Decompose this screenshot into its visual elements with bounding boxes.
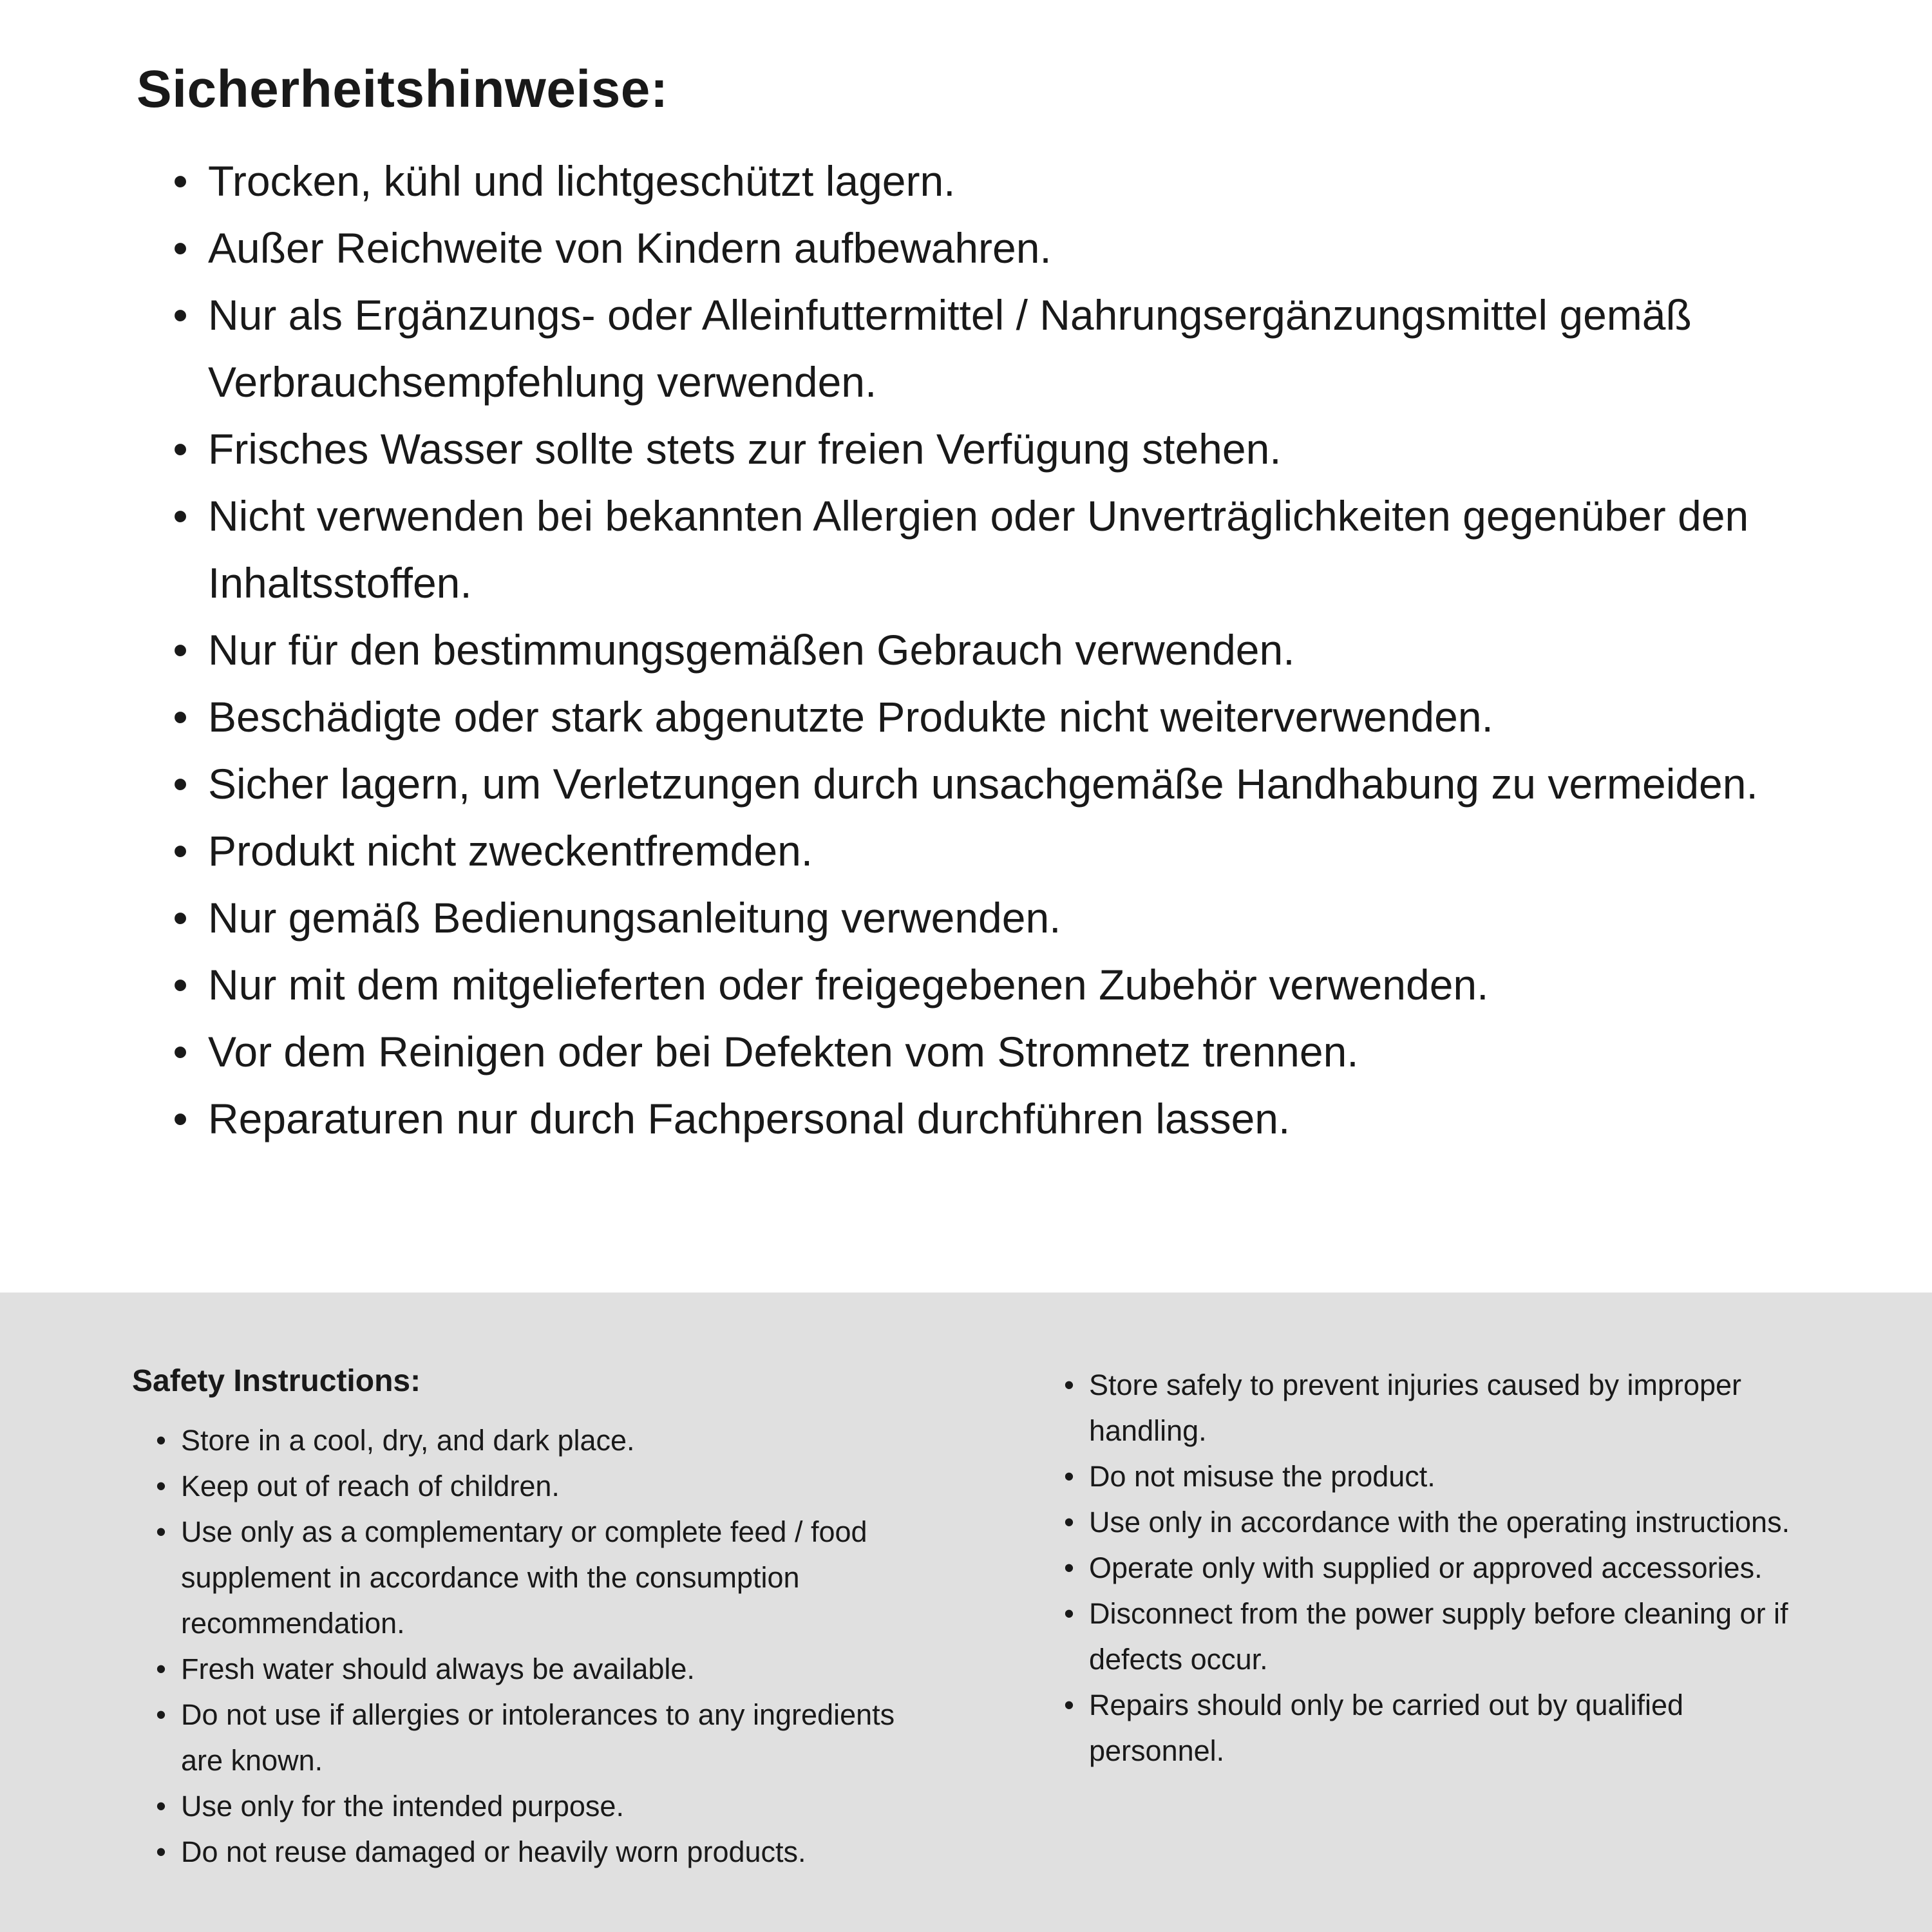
bullet-icon: • (1064, 1689, 1074, 1721)
list-item (172, 214, 1792, 281)
list-item-text: Use only as a complementary or complete feed / food supplement in accordance with the consumption recommendation. (181, 1515, 867, 1640)
list-item (1063, 1545, 1803, 1591)
list-item (172, 884, 1792, 951)
list-item (1063, 1682, 1803, 1774)
bullet-icon: • (173, 491, 188, 540)
bullet-icon: • (173, 1094, 188, 1142)
bullet-icon: • (173, 826, 188, 875)
bullet-icon: • (173, 424, 188, 473)
german-bullet-list (137, 147, 1792, 1152)
list-item-text: Nur gemäß Bedienungsanleitung verwenden. (208, 893, 1061, 942)
list-item (1063, 1454, 1803, 1499)
list-item-text: Use only in accordance with the operating instructions. (1089, 1506, 1790, 1539)
list-item-text: Nicht verwenden bei bekannten Allergien oder Unverträglichkeiten gegenüber den Inhaltsstoffen. (208, 491, 1749, 607)
english-heading: Safety Instructions: (132, 1364, 421, 1398)
bullet-icon: • (156, 1698, 166, 1731)
list-item-text: Repairs should only be carried out by qualified personnel. (1089, 1689, 1684, 1767)
bullet-icon: • (1064, 1368, 1074, 1401)
list-item (172, 415, 1792, 482)
bullet-icon: • (173, 893, 188, 942)
list-item (172, 281, 1792, 415)
list-item-text: Frisches Wasser sollte stets zur freien Verfügung stehen. (208, 424, 1282, 473)
list-item-text: Fresh water should always be available. (181, 1653, 695, 1685)
bullet-icon: • (173, 223, 188, 272)
list-item (1063, 1362, 1803, 1454)
german-heading: Sicherheitshinweise: (137, 60, 668, 118)
list-item-text: Store in a cool, dry, and dark place. (181, 1424, 635, 1457)
list-item (172, 147, 1792, 214)
list-item-text: Do not use if allergies or intolerances to any ingredients are known. (181, 1698, 895, 1777)
english-left-column (132, 1362, 943, 1932)
list-item-text: Nur für den bestimmungsgemäßen Gebrauch verwenden. (208, 625, 1295, 674)
list-item (155, 1692, 943, 1783)
list-item-text: Do not misuse the product. (1089, 1460, 1435, 1493)
english-left-bullet-list (132, 1417, 943, 1875)
list-item (1063, 1591, 1803, 1682)
list-item-text: Nur als Ergänzungs- oder Alleinfuttermittel / Nahrungsergänzungsmittel gemäß Verbrauchsempfehlung verwenden. (208, 290, 1692, 406)
bullet-icon: • (173, 625, 188, 674)
bullet-icon: • (1064, 1597, 1074, 1630)
list-item (155, 1783, 943, 1829)
list-item (172, 817, 1792, 884)
bullet-icon: • (1064, 1551, 1074, 1584)
bullet-icon: • (1064, 1460, 1074, 1493)
bullet-icon: • (156, 1653, 166, 1685)
bullet-icon: • (173, 1027, 188, 1075)
list-item (172, 482, 1792, 616)
list-item-text: Produkt nicht zweckentfremden. (208, 826, 813, 875)
list-item (155, 1509, 943, 1646)
bullet-icon: • (173, 290, 188, 339)
list-item-text: Disconnect from the power supply before cleaning or if defects occur. (1089, 1597, 1788, 1676)
list-item (172, 750, 1792, 817)
list-item-text: Sicher lagern, um Verletzungen durch unsachgemäße Handhabung zu vermeiden. (208, 759, 1758, 808)
list-item (155, 1646, 943, 1692)
list-item (155, 1417, 943, 1463)
english-safety-section (0, 1293, 1932, 1932)
bullet-icon: • (156, 1515, 166, 1548)
bullet-icon: • (173, 156, 188, 205)
list-item-text: Use only for the intended purpose. (181, 1790, 624, 1823)
list-item (1063, 1499, 1803, 1545)
list-item (172, 1085, 1792, 1152)
list-item-text: Keep out of reach of children. (181, 1470, 560, 1502)
english-right-column (1040, 1362, 1803, 1932)
list-item (172, 683, 1792, 750)
list-item (155, 1829, 943, 1875)
bullet-icon: • (156, 1790, 166, 1823)
list-item-text: Trocken, kühl und lichtgeschützt lagern. (208, 156, 956, 205)
list-item (172, 951, 1792, 1018)
list-item-text: Do not reuse damaged or heavily worn products. (181, 1835, 806, 1868)
bullet-icon: • (156, 1470, 166, 1502)
bullet-icon: • (173, 960, 188, 1009)
list-item-text: Store safely to prevent injuries caused by improper handling. (1089, 1368, 1742, 1447)
list-item (172, 616, 1792, 683)
bullet-icon: • (1064, 1506, 1074, 1539)
bullet-icon: • (173, 692, 188, 741)
list-item-text: Außer Reichweite von Kindern aufbewahren. (208, 223, 1052, 272)
list-item-text: Nur mit dem mitgelieferten oder freigegebenen Zubehör verwenden. (208, 960, 1489, 1009)
english-right-bullet-list (1040, 1362, 1803, 1774)
list-item-text: Vor dem Reinigen oder bei Defekten vom Stromnetz trennen. (208, 1027, 1359, 1075)
bullet-icon: • (156, 1424, 166, 1457)
list-item (155, 1463, 943, 1509)
list-item-text: Operate only with supplied or approved accessories. (1089, 1551, 1763, 1584)
bullet-icon: • (173, 759, 188, 808)
list-item-text: Beschädigte oder stark abgenutzte Produkte nicht weiterverwenden. (208, 692, 1493, 741)
list-item (172, 1018, 1792, 1085)
bullet-icon: • (156, 1835, 166, 1868)
list-item-text: Reparaturen nur durch Fachpersonal durchführen lassen. (208, 1094, 1291, 1142)
